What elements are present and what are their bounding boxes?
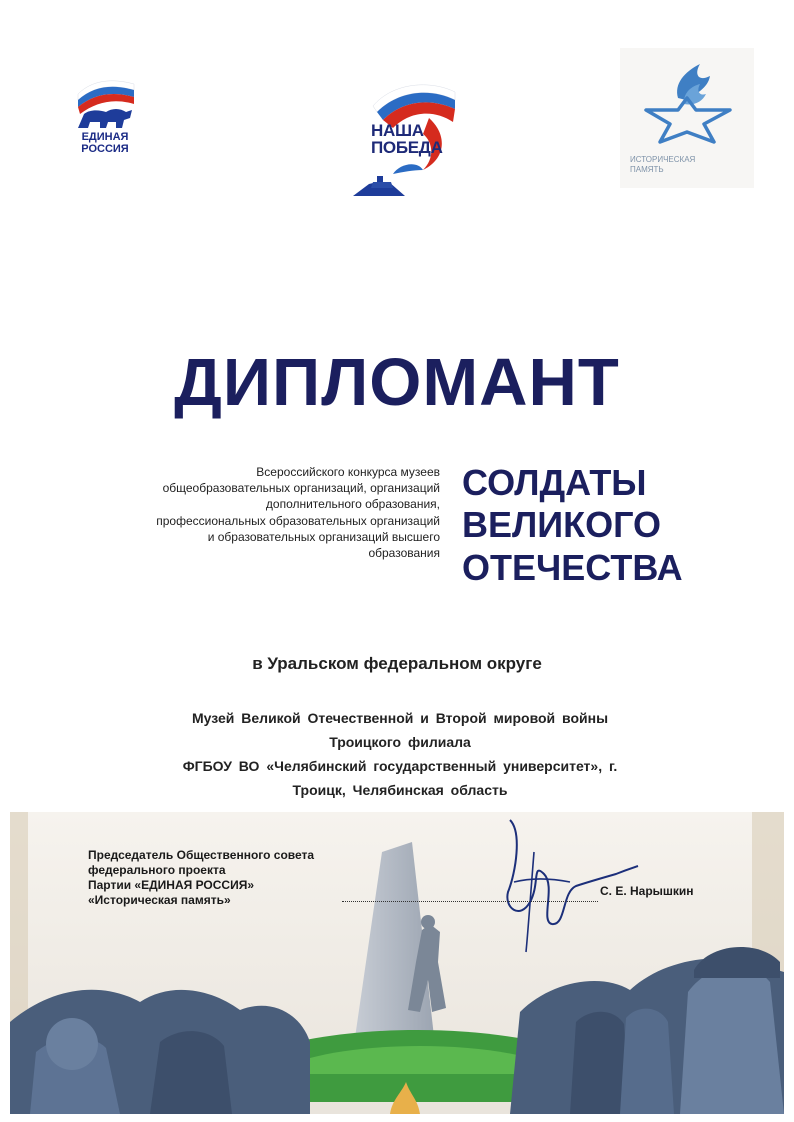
ip-logo-line1: ИСТОРИЧЕСКАЯ (630, 155, 696, 164)
contest-name (462, 462, 683, 589)
contest-name-line: ОТЕЧЕСТВА (462, 546, 683, 588)
chair-title-line: Председатель Общественного совета (88, 848, 315, 862)
recipient-line: Троицкого филиала (329, 734, 471, 751)
istoricheskaya-pamyat-logo (620, 48, 754, 188)
er-logo-line2: РОССИЯ (81, 142, 129, 155)
ip-logo-line2: ПАМЯТЬ (630, 165, 664, 175)
contest-description-line: образования (368, 545, 440, 560)
recipient-block (110, 706, 690, 802)
contest-name-line: ВЕЛИКОГО (462, 504, 662, 546)
contest-description-line: дополнительного образования, (265, 497, 440, 512)
region-subtitle: в Уральском федеральном округе (252, 654, 542, 673)
memorial-illustration (10, 812, 784, 1114)
chair-title (88, 848, 314, 908)
recipient-line: Музей Великой Отечественной и Второй мировой войны (191, 710, 609, 726)
contest-description-line: профессиональных образовательных организаций (156, 513, 440, 528)
star-flame-icon (620, 48, 754, 148)
er-logo-line1: ЕДИНАЯ (81, 131, 129, 143)
contest-name-line: СОЛДАТЫ (462, 462, 647, 503)
chair-title-line: Партии «ЕДИНАЯ РОССИЯ» (88, 878, 255, 892)
nasha-pobeda-logo (343, 78, 458, 202)
chair-title-line: федерального проекта (88, 863, 226, 877)
signature-line (342, 901, 598, 902)
recipient-line: Троицк, Челябинская область (292, 782, 508, 799)
np-logo-line1: НАША (371, 121, 424, 140)
edinaya-rossiya-logo (72, 76, 138, 158)
np-logo-line2: ПОБЕДА (371, 138, 443, 157)
bear-flag-icon (72, 76, 138, 132)
contest-description-line: и образовательных организаций высшего (207, 529, 440, 544)
contest-description (100, 464, 440, 561)
diploma-title: ДИПЛОМАНТ (174, 345, 620, 420)
signer-name: С. Е. Нарышкин (600, 884, 694, 898)
chair-title-line: «Историческая память» (88, 893, 231, 907)
contest-description-line: Всероссийского конкурса музеев (256, 465, 440, 479)
recipient-line: ФГБОУ ВО «Челябинский государственный университет», г. (182, 758, 618, 775)
contest-description-line: общеобразовательных организаций, организаций (162, 481, 440, 496)
